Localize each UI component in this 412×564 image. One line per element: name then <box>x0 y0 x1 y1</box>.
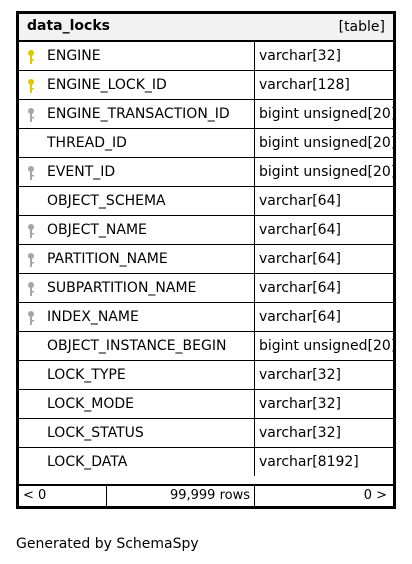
column-name: ENGINE <box>47 48 101 64</box>
index-key-icon <box>25 107 37 123</box>
column-type: varchar[8192] <box>259 454 359 470</box>
column-type: bigint unsigned[20] <box>259 164 397 180</box>
column-name: SUBPARTITION_NAME <box>47 280 197 296</box>
column-name: ENGINE_TRANSACTION_ID <box>47 106 230 122</box>
index-key-icon <box>25 281 37 297</box>
column-type: varchar[64] <box>259 280 341 296</box>
column-name: OBJECT_NAME <box>47 222 147 238</box>
column-name-cell <box>19 245 255 273</box>
column-type-cell <box>255 419 393 447</box>
column-row[interactable] <box>19 100 397 129</box>
column-name: OBJECT_INSTANCE_BEGIN <box>47 338 227 354</box>
column-row[interactable] <box>19 303 393 332</box>
table-header <box>19 14 393 42</box>
column-name: PARTITION_NAME <box>47 251 168 267</box>
table-footer <box>19 484 393 506</box>
table-name[interactable]: data_locks <box>27 18 110 34</box>
index-key-icon <box>25 310 37 326</box>
column-type-cell <box>255 100 397 128</box>
primary-key-icon <box>25 78 37 94</box>
column-name-cell <box>19 129 255 157</box>
column-name-cell <box>19 274 255 302</box>
column-type-cell <box>255 448 393 476</box>
column-row[interactable] <box>19 390 393 419</box>
row-count: 99,999 rows <box>107 486 255 506</box>
column-name: ENGINE_LOCK_ID <box>47 77 167 93</box>
column-name-cell <box>19 216 255 244</box>
column-name: LOCK_STATUS <box>47 425 144 441</box>
column-row[interactable] <box>19 71 393 100</box>
column-type: varchar[64] <box>259 222 341 238</box>
column-list <box>19 42 397 477</box>
column-type-cell <box>255 274 393 302</box>
column-type: varchar[32] <box>259 425 341 441</box>
index-key-icon <box>25 252 37 268</box>
column-type: bigint unsigned[20] <box>259 338 397 354</box>
column-type: varchar[64] <box>259 251 341 267</box>
table-type-label: [table] <box>338 19 385 35</box>
column-type-cell <box>255 245 393 273</box>
index-key-icon <box>25 223 37 239</box>
column-name-cell <box>19 100 255 128</box>
column-name: LOCK_DATA <box>47 454 128 470</box>
column-type: varchar[64] <box>259 193 341 209</box>
column-row[interactable] <box>19 419 393 448</box>
column-row[interactable] <box>19 158 397 187</box>
column-type-cell <box>255 187 393 215</box>
column-name-cell <box>19 71 255 99</box>
column-type: varchar[32] <box>259 367 341 383</box>
column-name-cell <box>19 419 255 447</box>
column-type: varchar[32] <box>259 48 341 64</box>
column-type-cell <box>255 216 393 244</box>
column-type: varchar[32] <box>259 396 341 412</box>
column-type: varchar[64] <box>259 309 341 325</box>
column-name-cell <box>19 332 255 360</box>
table-node <box>16 11 396 509</box>
column-type: bigint unsigned[20] <box>259 135 397 151</box>
column-type: bigint unsigned[20] <box>259 106 397 122</box>
column-name-cell <box>19 390 255 418</box>
column-row[interactable] <box>19 245 393 274</box>
column-row[interactable] <box>19 361 393 390</box>
column-name: LOCK_MODE <box>47 396 135 412</box>
column-row[interactable] <box>19 42 393 71</box>
column-name: INDEX_NAME <box>47 309 139 325</box>
parents-count: < 0 <box>19 486 107 506</box>
column-name-cell <box>19 187 255 215</box>
column-type: varchar[128] <box>259 77 350 93</box>
column-type-cell <box>255 303 393 331</box>
column-name: LOCK_TYPE <box>47 367 126 383</box>
generated-by-text: Generated by SchemaSpy <box>16 536 199 552</box>
column-row[interactable] <box>19 332 397 361</box>
column-row[interactable] <box>19 448 393 477</box>
column-type-cell <box>255 71 393 99</box>
column-name-cell <box>19 303 255 331</box>
column-row[interactable] <box>19 129 397 158</box>
column-type-cell <box>255 390 393 418</box>
column-name-cell <box>19 42 255 70</box>
column-name: EVENT_ID <box>47 164 116 180</box>
column-name: THREAD_ID <box>47 135 127 151</box>
column-row[interactable] <box>19 187 393 216</box>
primary-key-icon <box>25 49 37 65</box>
column-type-cell <box>255 158 397 186</box>
column-row[interactable] <box>19 216 393 245</box>
column-row[interactable] <box>19 274 393 303</box>
index-key-icon <box>25 165 37 181</box>
children-count: 0 > <box>363 488 387 503</box>
column-type-cell <box>255 361 393 389</box>
column-type-cell <box>255 332 397 360</box>
column-type-cell <box>255 42 393 70</box>
column-type-cell <box>255 129 397 157</box>
column-name: OBJECT_SCHEMA <box>47 193 166 209</box>
column-name-cell <box>19 448 255 476</box>
column-name-cell <box>19 158 255 186</box>
column-name-cell <box>19 361 255 389</box>
